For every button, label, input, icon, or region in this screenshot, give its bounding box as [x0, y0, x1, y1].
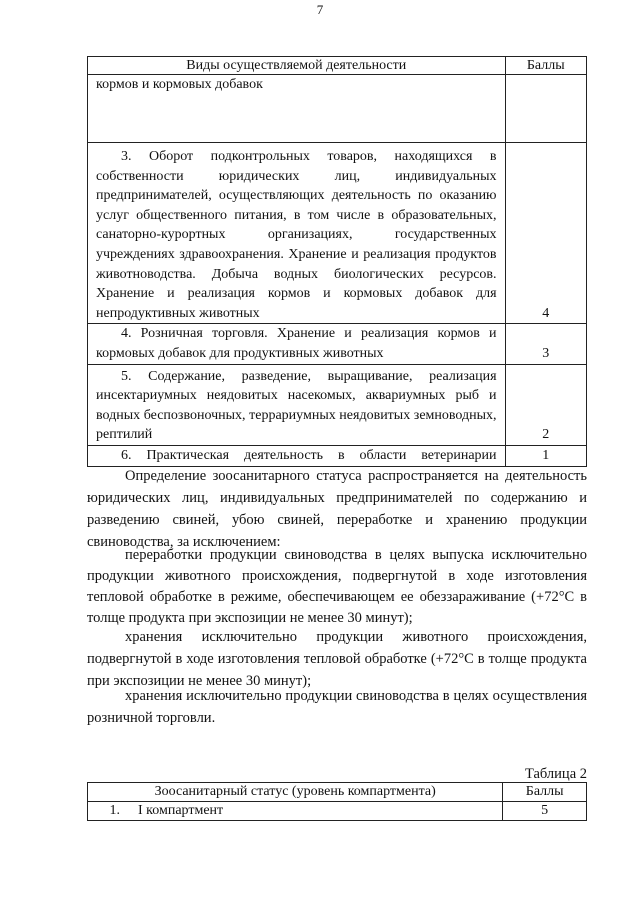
body-paragraph: Определение зоосанитарного статуса распространяется на деятельность юридических лиц, индивидуальных предпринимателей по содержанию и разведению свиней, убою свиней, переработке и хранению продукции свиноводства, за исключением: [87, 468, 587, 550]
activity-first-line: 6. Практическая деятельность в области ветеринарии [121, 447, 497, 463]
activity-first-line: 3. Оборот подконтрольных товаров, находящихся в [121, 149, 497, 164]
column-header-activity: Виды осуществляемой деятельности [88, 57, 506, 75]
score-cell: 3 [505, 324, 586, 364]
table-row [88, 324, 587, 364]
score-cell: 5 [503, 802, 587, 821]
table-header-row [88, 57, 587, 75]
page-number: 7 [316, 2, 324, 17]
column-header-score: Баллы [503, 783, 587, 802]
activity-cell [88, 324, 506, 364]
activity-scores-table [87, 56, 587, 467]
status-text: I компартмент [138, 803, 224, 818]
body-paragraph: переработки продукции свиноводства в целях выпуска исключительно продукции животного происхождения, подвергнутой в ходе изготовления тепловой обработке в режиме, обеспечивающем ее обеззараживание (+72°C в толще продукта при экспозиции не менее 30 минут); [87, 547, 587, 626]
zoosanitary-status-table [87, 782, 587, 821]
activity-cell [88, 445, 506, 466]
table-caption: Таблица 2 [524, 766, 587, 782]
activity-text: кормовых добавок для продуктивных животных [96, 345, 384, 361]
row-number: 1. [109, 803, 120, 818]
column-header-score: Баллы [505, 57, 586, 75]
table-header-row [88, 783, 587, 802]
activity-cell [88, 143, 506, 324]
activity-first-line: 4. Розничная торговля. Хранение и реализация кормов и [121, 326, 497, 342]
table-row [88, 445, 587, 466]
activity-cell [88, 75, 506, 143]
status-cell [88, 802, 503, 821]
score-cell: 4 [505, 143, 586, 324]
table-row [88, 143, 587, 324]
body-paragraph: хранения исключительно продукции животного происхождения, подвергнутой в ходе изготовления тепловой обработке (+72°C в толще продукта при экспозиции не менее 30 минут); [87, 629, 587, 689]
activity-text: инсектариумных неядовитых насекомых, аквариумных рыб и водных беспозвоночных, террариумных неядовитых земноводных, рептилий [96, 388, 497, 443]
table-row [88, 75, 587, 143]
body-paragraph: хранения исключительно продукции свиноводства в целях осуществления розничной торговли. [87, 688, 587, 726]
activity-cell [88, 364, 506, 445]
activity-first-line: 5. Содержание, разведение, выращивание, реализация [121, 368, 497, 384]
table-row [88, 364, 587, 445]
column-header-status: Зоосанитарный статус (уровень компартмента) [88, 783, 503, 802]
score-cell: 1 [505, 445, 586, 466]
activity-text: собственности юридических лиц, индивидуальных предпринимателей, осуществляющих деятельность по оказанию услуг общественного питания, в том числе в образовательных, санаторно-курортных организациях, государственных учреждениях здравоохранения. Хранение и реализация продуктов животноводства. Добыча водных биологических ресурсов. Хранение и реализация кормов и кормовых добавок для непродуктивных животных [96, 168, 497, 321]
table-row [88, 802, 587, 821]
score-cell: 2 [505, 364, 586, 445]
activity-text: кормов и кормовых добавок [96, 77, 263, 92]
score-cell [505, 75, 586, 143]
